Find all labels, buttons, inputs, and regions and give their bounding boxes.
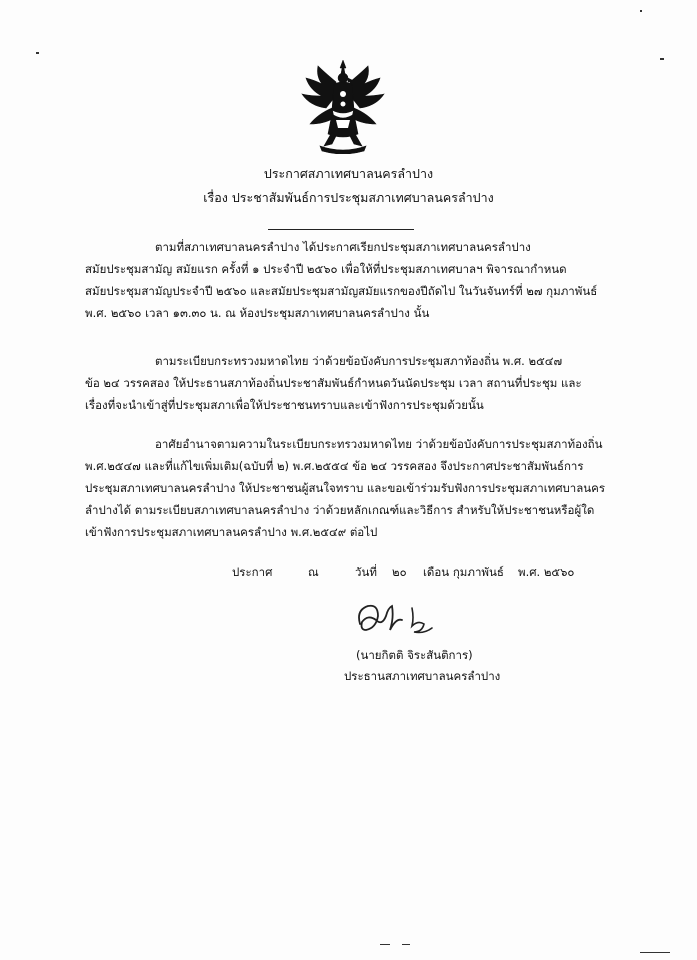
paragraph-line: สมัยประชุมสามัญ สมัยแรก ครั้งที่ ๑ ประจำปี ๒๕๖๐ เพื่อให้ที่ประชุมสภาเทศบาลฯ พิจารณากำหนด <box>85 262 567 276</box>
paragraph-line: พ.ศ. ๒๕๖๐ เวลา ๑๓.๓๐ น. ณ ห้องประชุมสภาเทศบาลนครลำปาง นั้น <box>85 306 430 320</box>
paragraph-1 <box>85 236 625 324</box>
scan-speck <box>36 52 39 54</box>
paragraph-line: ตามที่สภาเทศบาลนครลำปาง ได้ประกาศเรียกประชุมสภาเทศบาลนครลำปาง <box>155 240 531 254</box>
announcement-title: ประกาศสภาเทศบาลนครลำปาง <box>263 166 434 181</box>
paragraph-line: พ.ศ.๒๕๔๗ และที่แก้ไขเพิ่มเติม(ฉบับที่ ๒) พ.ศ.๒๕๕๔ ข้อ ๒๔ วรรคสอง จึงประกาศประชาสัมพันธ์การ <box>85 459 584 473</box>
signatory-name: (นายกิตติ จิระสันติการ) <box>356 648 473 662</box>
paragraph-2 <box>85 350 625 416</box>
dateline-year: พ.ศ. ๒๕๖๐ <box>518 565 575 579</box>
scan-speck <box>660 58 664 60</box>
scan-speck <box>640 952 670 953</box>
paragraph-line: เรื่องที่จะนำเข้าสู่ที่ประชุมสภาเพื่อให้ประชาชนทราบและเข้าฟังการประชุมด้วยนั้น <box>85 398 484 412</box>
paragraph-line: ข้อ ๒๔ วรรคสอง ให้ประธานสภาท้องถิ่นประชาสัมพันธ์กำหนดวันนัดประชุม เวลา สถานที่ประชุม และ <box>85 376 582 390</box>
scan-speck <box>402 944 410 945</box>
title-divider <box>268 229 414 230</box>
paragraph-line: เข้าฟังการประชุมสภาเทศบาลนครลำปาง พ.ศ.๒๕๔๙ ต่อไป <box>85 525 378 539</box>
dateline-at: ณ <box>308 565 319 579</box>
dateline-day: ๒๐ <box>392 565 407 579</box>
dateline-label: ประกาศ <box>232 565 273 579</box>
paragraph-line: สมัยประชุมสามัญประจำปี ๒๕๖๐ และสมัยประชุมสามัญสมัยแรกของปีถัดไป ในวันจันทร์ที่ ๒๗ กุมภาพันธ์ <box>85 284 598 298</box>
paragraph-3 <box>85 433 625 543</box>
signatory-position: ประธานสภาเทศบาลนครลำปาง <box>344 669 501 683</box>
paragraph-line: ลำปางได้ ตามระเบียบสภาเทศบาลนครลำปาง ว่าด้วยหลักเกณฑ์และวิธีการ สำหรับให้ประชาชนหรือผู้ใด <box>85 503 595 517</box>
paragraph-line: อาศัยอำนาจตามความในระเบียบกระทรวงมหาดไทย ว่าด้วยข้อบังคับการประชุมสภาท้องถิ่น <box>155 437 603 451</box>
garuda-emblem-icon <box>296 58 390 154</box>
handwritten-signature <box>352 598 447 640</box>
paragraph-line: ประชุมสภาเทศบาลนครลำปาง ให้ประชาชนผู้สนใจทราบ และขอเข้าร่วมรับฟังการประชุมสภาเทศบาลนคร <box>85 481 606 495</box>
scan-speck <box>640 10 642 12</box>
dateline-day-label: วันที่ <box>355 565 377 579</box>
scan-speck <box>380 944 390 945</box>
dateline-month: เดือน กุมภาพันธ์ <box>423 565 504 579</box>
announcement-subject: เรื่อง ประชาสัมพันธ์การประชุมสภาเทศบาลนครลำปาง <box>203 190 494 205</box>
paragraph-line: ตามระเบียบกระทรวงมหาดไทย ว่าด้วยข้อบังคับการประชุมสภาท้องถิ่น พ.ศ. ๒๕๔๗ <box>155 354 563 368</box>
